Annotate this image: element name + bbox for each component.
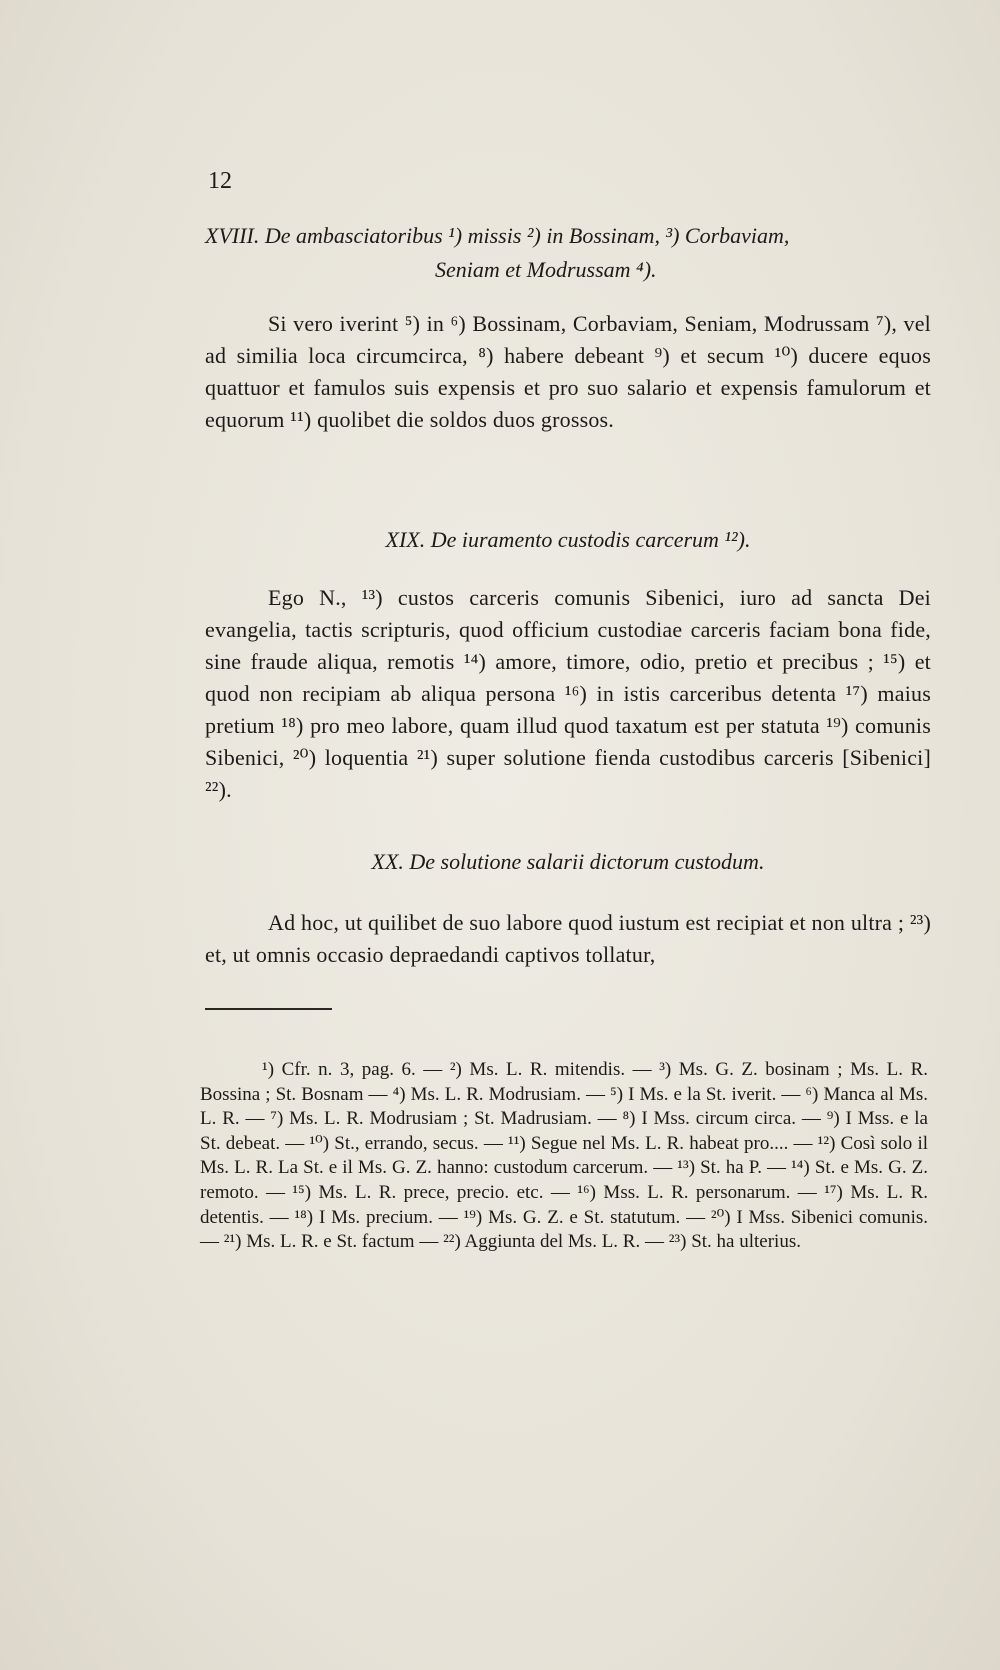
section-heading-xviii	[205, 219, 931, 287]
footnotes-text: ¹) Cfr. n. 3, pag. 6. — ²) Ms. L. R. mitendis. — ³) Ms. G. Z. bosinam ; Ms. L. R. Bossina ; St. Bosnam — ⁴) Ms. L. R. Modrusiam. — ⁵) I Ms. e la St. iverit. — ⁶) Manca al Ms. L. R. — ⁷) Ms. L. R. Modrusiam ; St. Madrusiam. — ⁸) I Mss. circum circa. — ⁹) I Mss. e la St. debeat. — ¹⁰) St., errando, secus. — ¹¹) Segue nel Ms. L. R. habeat pro.... — ¹²) Così solo il Ms. L. R. La St. e il Ms. G. Z. hanno: custodum carcerum. — ¹³) St. ha P. — ¹⁴) St. e Ms. G. Z. remoto. — ¹⁵) Ms. L. R. prece, precio. etc. — ¹⁶) Mss. L. R. personarum. — ¹⁷) Ms. L. R. detentis. — ¹⁸) I Ms. precium. — ¹⁹) Ms. G. Z. e St. statutum. — ²⁰) I Mss. Sibenici comunis. — ²¹) Ms. L. R. e St. factum — ²²) Aggiunta del Ms. L. R. — ²³) St. ha ulterius.	[200, 1059, 928, 1253]
section-heading-xx: XX. De solutione salarii dictorum custodum.	[371, 849, 765, 874]
footnote-divider	[205, 1008, 332, 1010]
paragraph-text: Si vero iverint ⁵) in ⁶) Bossinam, Corbaviam, Seniam, Modrussam ⁷), vel ad similia loca circumcirca, ⁸) habere debeant ⁹) et secum ¹⁰) ducere equos quattuor et famulos suis expensis et pro suo salario et expensis famulorum et equorum ¹¹) quolibet die soldos duos grossos.	[205, 311, 931, 432]
heading-line-1: XVIII. De ambasciatoribus ¹) missis ²) in Bossinam, ³) Corbaviam,	[205, 223, 790, 248]
footnotes	[200, 1058, 928, 1255]
paragraph-text: Ego N., ¹³) custos carceris comunis Sibenici, iuro ad sancta Dei evangelia, tactis scripturis, quod officium custodiae carceris faciam bona fide, sine fraude aliqua, remotis ¹⁴) amore, timore, odio, pretio et precibus ; ¹⁵) et quod non recipiam ab aliqua persona ¹⁶) in istis carceribus detenta ¹⁷) maius pretium ¹⁸) pro meo labore, quam illud quod taxatum est per statuta ¹⁹) comunis Sibenici, ²⁰) loquentia ²¹) super solutione fienda custodibus carceris [Sibenici] ²²).	[205, 585, 931, 802]
paragraph-xix	[205, 582, 931, 806]
section-heading-xix: XIX. De iuramento custodis carcerum ¹²).	[385, 527, 751, 552]
heading-line-2: Seniam et Modrussam ⁴).	[435, 257, 657, 282]
paragraph-xx	[205, 907, 931, 971]
page-number: 12	[208, 168, 232, 194]
paragraph-xviii	[205, 308, 931, 436]
paragraph-text: Ad hoc, ut quilibet de suo labore quod iustum est recipiat et non ultra ; ²³) et, ut omnis occasio depraedandi captivos tollatur,	[205, 910, 931, 967]
